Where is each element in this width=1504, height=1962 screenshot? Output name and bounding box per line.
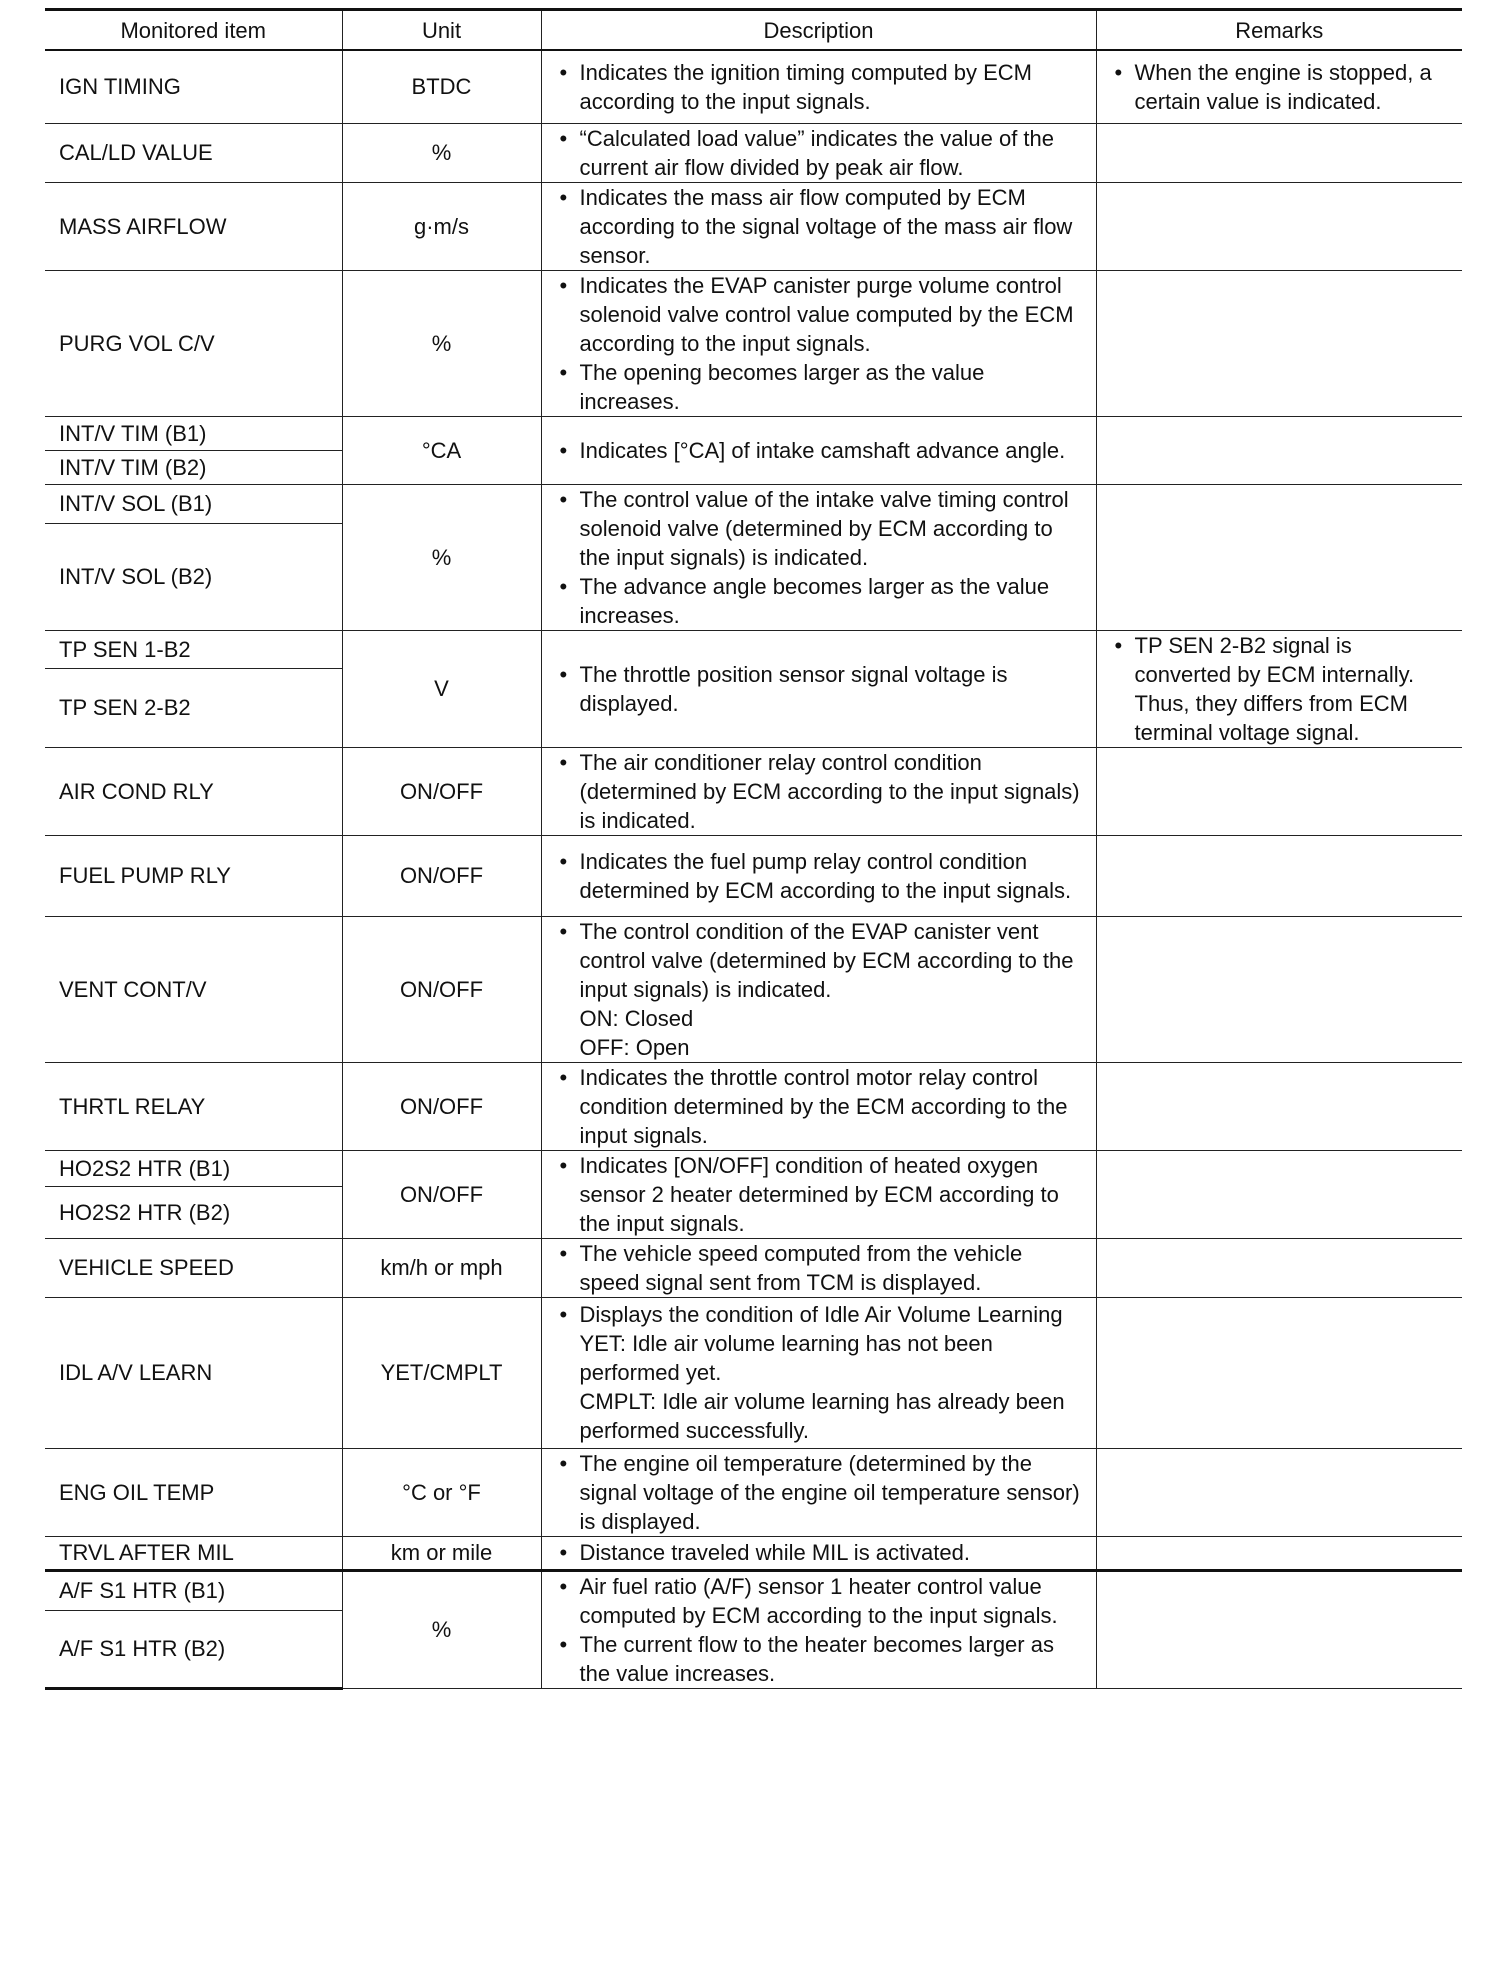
description-bullet (556, 917, 1082, 1062)
unit-cell: V (342, 630, 541, 747)
header-description: Description (541, 10, 1096, 51)
description-cell (541, 484, 1096, 630)
unit-cell: km/h or mph (342, 1238, 541, 1297)
description-list (556, 1572, 1082, 1688)
header-unit: Unit (342, 10, 541, 51)
description-text: Displays the condition of Idle Air Volume Learning (579, 1302, 1063, 1327)
monitored-item-cell: HO2S2 HTR (B2) (45, 1187, 342, 1238)
description-bullet (556, 660, 1082, 718)
description-list (556, 124, 1082, 182)
unit-cell: ON/OFF (342, 835, 541, 916)
description-bullet (556, 183, 1082, 270)
description-bullet (556, 1538, 1082, 1567)
description-bullet (556, 485, 1082, 572)
description-cell (541, 416, 1096, 484)
unit-cell: % (342, 270, 541, 416)
description-list (556, 1449, 1082, 1536)
unit-cell: km or mile (342, 1536, 541, 1570)
remarks-cell (1096, 1297, 1462, 1448)
description-detail-line: ON: Closed (579, 1005, 694, 1031)
monitored-item-cell: A/F S1 HTR (B1) (45, 1570, 342, 1610)
description-cell (541, 1150, 1096, 1238)
description-list (556, 1151, 1082, 1238)
remarks-list (1111, 58, 1449, 116)
remarks-cell (1096, 416, 1462, 484)
remarks-list (1111, 631, 1449, 747)
description-detail-line: YET: Idle air volume learning has not been performed yet. (579, 1331, 993, 1385)
description-bullet (556, 1300, 1082, 1445)
remarks-cell (1096, 747, 1462, 835)
description-list (556, 917, 1082, 1062)
unit-cell: °C or °F (342, 1448, 541, 1536)
table-row (45, 416, 1462, 450)
description-cell (541, 182, 1096, 270)
table-row (45, 1150, 1462, 1187)
monitored-item-cell: VENT CONT/V (45, 916, 342, 1062)
table-row (45, 916, 1462, 1062)
monitored-item-cell: CAL/LD VALUE (45, 123, 342, 182)
unit-cell: % (342, 484, 541, 630)
description-text: Air fuel ratio (A/F) sensor 1 heater control value computed by ECM according to the input signals. (579, 1573, 1058, 1628)
table-row (45, 50, 1462, 123)
unit-cell: % (342, 1570, 541, 1688)
monitored-item-cell: INT/V TIM (B2) (45, 450, 342, 484)
description-list (556, 748, 1082, 835)
description-bullet (556, 1572, 1082, 1630)
description-text: Indicates [ON/OFF] condition of heated oxygen sensor 2 heater determined by ECM according to the input signals. (579, 1152, 1059, 1236)
description-cell (541, 630, 1096, 747)
description-bullet (556, 271, 1082, 358)
table-row (45, 270, 1462, 416)
description-text: The air conditioner relay control condition (determined by ECM according to the input signals) is indicated. (579, 749, 1080, 833)
remarks-bullet: • TP SEN 2-B2 signal is converted by ECM internally. Thus, they differs from ECM terminal voltage signal. (1111, 631, 1449, 747)
description-text: The throttle position sensor signal voltage is displayed. (579, 661, 1008, 716)
table-row (45, 1238, 1462, 1297)
description-bullet (556, 124, 1082, 182)
table-row (45, 123, 1462, 182)
description-cell (541, 1570, 1096, 1688)
unit-cell: ON/OFF (342, 916, 541, 1062)
description-list (556, 485, 1082, 630)
remarks-cell (1096, 182, 1462, 270)
table-row (45, 1536, 1462, 1570)
remarks-cell (1096, 916, 1462, 1062)
remarks-cell (1096, 484, 1462, 630)
unit-cell: °CA (342, 416, 541, 484)
remarks-cell (1096, 1062, 1462, 1150)
description-list (556, 1063, 1082, 1150)
description-bullet (556, 1151, 1082, 1238)
description-cell (541, 747, 1096, 835)
description-bullet (556, 58, 1082, 116)
description-detail-line: OFF: Open (579, 1034, 690, 1060)
monitored-item-cell: A/F S1 HTR (B2) (45, 1610, 342, 1688)
header-monitored-item: Monitored item (45, 10, 342, 51)
table-header-row (45, 10, 1462, 51)
description-list (556, 58, 1082, 116)
unit-cell: YET/CMPLT (342, 1297, 541, 1448)
description-list (556, 183, 1082, 270)
remarks-cell (1096, 1150, 1462, 1238)
table-body (45, 50, 1462, 1688)
description-bullet (556, 748, 1082, 835)
unit-cell: g·m/s (342, 182, 541, 270)
monitor-item-table (45, 8, 1462, 1690)
description-text: The control value of the intake valve timing control solenoid valve (determined by ECM according to the input signals) is indicated. (579, 486, 1069, 570)
description-cell (541, 916, 1096, 1062)
table-row (45, 484, 1462, 524)
description-list (556, 436, 1082, 465)
description-bullet (556, 1239, 1082, 1297)
description-text: Indicates the ignition timing computed by ECM according to the input signals. (579, 59, 1032, 114)
table-row (45, 1448, 1462, 1536)
unit-cell: ON/OFF (342, 747, 541, 835)
description-cell (541, 123, 1096, 182)
description-cell (541, 1536, 1096, 1570)
monitored-item-cell: FUEL PUMP RLY (45, 835, 342, 916)
description-list (556, 1239, 1082, 1297)
description-cell (541, 1448, 1096, 1536)
description-text: The advance angle becomes larger as the value increases. (579, 573, 1050, 628)
description-text: Distance traveled while MIL is activated. (579, 1540, 970, 1565)
description-list (556, 1300, 1082, 1445)
remarks-cell (1096, 123, 1462, 182)
remarks-cell (1096, 1570, 1462, 1688)
description-text: The vehicle speed computed from the vehicle speed signal sent from TCM is displayed. (579, 1240, 1023, 1295)
description-bullet (556, 1630, 1082, 1688)
remarks-cell (1096, 835, 1462, 916)
description-list (556, 271, 1082, 416)
description-cell (541, 1297, 1096, 1448)
description-text: The current flow to the heater becomes larger as the value increases. (579, 1631, 1054, 1686)
description-text: Indicates the throttle control motor relay control condition determined by the ECM according to the input signals. (579, 1064, 1068, 1148)
monitored-item-cell: ENG OIL TEMP (45, 1448, 342, 1536)
remarks-cell (1096, 270, 1462, 416)
table-row (45, 747, 1462, 835)
description-text: The engine oil temperature (determined by the signal voltage of the engine oil temperature sensor) is displayed. (579, 1450, 1080, 1534)
description-text: Indicates the mass air flow computed by ECM according to the signal voltage of the mass air flow sensor. (579, 184, 1073, 268)
remarks-cell (1096, 1448, 1462, 1536)
description-text: “Calculated load value” indicates the value of the current air flow divided by peak air flow. (579, 125, 1055, 180)
description-detail-line: CMPLT: Idle air volume learning has already been performed successfully. (579, 1389, 1065, 1443)
description-text: Indicates the fuel pump relay control condition determined by ECM according to the input signals. (579, 848, 1072, 903)
remarks-cell (1096, 1536, 1462, 1570)
monitored-item-cell: INT/V TIM (B1) (45, 416, 342, 450)
description-list (556, 1538, 1082, 1567)
description-bullet (556, 436, 1082, 465)
monitored-item-cell: VEHICLE SPEED (45, 1238, 342, 1297)
description-bullet (556, 572, 1082, 630)
remarks-bullet: • When the engine is stopped, a certain value is indicated. (1111, 58, 1449, 116)
description-text: The control condition of the EVAP canister vent control valve (determined by ECM according to the input signals) is indicated. (579, 918, 1074, 1002)
description-bullet (556, 1063, 1082, 1150)
description-cell (541, 50, 1096, 123)
table-row (45, 1062, 1462, 1150)
monitored-item-cell: HO2S2 HTR (B1) (45, 1150, 342, 1187)
monitored-item-cell: INT/V SOL (B1) (45, 484, 342, 524)
unit-cell: ON/OFF (342, 1150, 541, 1238)
description-cell (541, 270, 1096, 416)
monitored-item-cell: THRTL RELAY (45, 1062, 342, 1150)
unit-cell: % (342, 123, 541, 182)
description-cell (541, 835, 1096, 916)
monitored-item-cell: TP SEN 1-B2 (45, 630, 342, 668)
monitored-item-cell: IGN TIMING (45, 50, 342, 123)
description-cell (541, 1238, 1096, 1297)
table-row (45, 182, 1462, 270)
monitored-item-cell: IDL A/V LEARN (45, 1297, 342, 1448)
table-row (45, 1297, 1462, 1448)
description-cell (541, 1062, 1096, 1150)
description-text: Indicates the EVAP canister purge volume control solenoid valve control value computed by the ECM according to the input signals. (579, 272, 1074, 356)
remarks-cell (1096, 50, 1462, 123)
description-list (556, 660, 1082, 718)
description-list (556, 847, 1082, 905)
monitored-item-cell: AIR COND RLY (45, 747, 342, 835)
description-text: Indicates [°CA] of intake camshaft advance angle. (579, 437, 1066, 463)
description-bullet (556, 1449, 1082, 1536)
table-row (45, 630, 1462, 668)
unit-cell: BTDC (342, 50, 541, 123)
description-text: The opening becomes larger as the value increases. (579, 359, 985, 414)
monitored-item-cell: MASS AIRFLOW (45, 182, 342, 270)
table-row (45, 1570, 1462, 1610)
monitored-item-cell: TP SEN 2-B2 (45, 668, 342, 747)
description-bullet (556, 847, 1082, 905)
unit-cell: ON/OFF (342, 1062, 541, 1150)
monitored-item-cell: PURG VOL C/V (45, 270, 342, 416)
table-row (45, 835, 1462, 916)
description-bullet (556, 358, 1082, 416)
remarks-cell (1096, 630, 1462, 747)
header-remarks: Remarks (1096, 10, 1462, 51)
monitored-item-cell: TRVL AFTER MIL (45, 1536, 342, 1570)
remarks-cell (1096, 1238, 1462, 1297)
monitored-item-cell: INT/V SOL (B2) (45, 524, 342, 630)
